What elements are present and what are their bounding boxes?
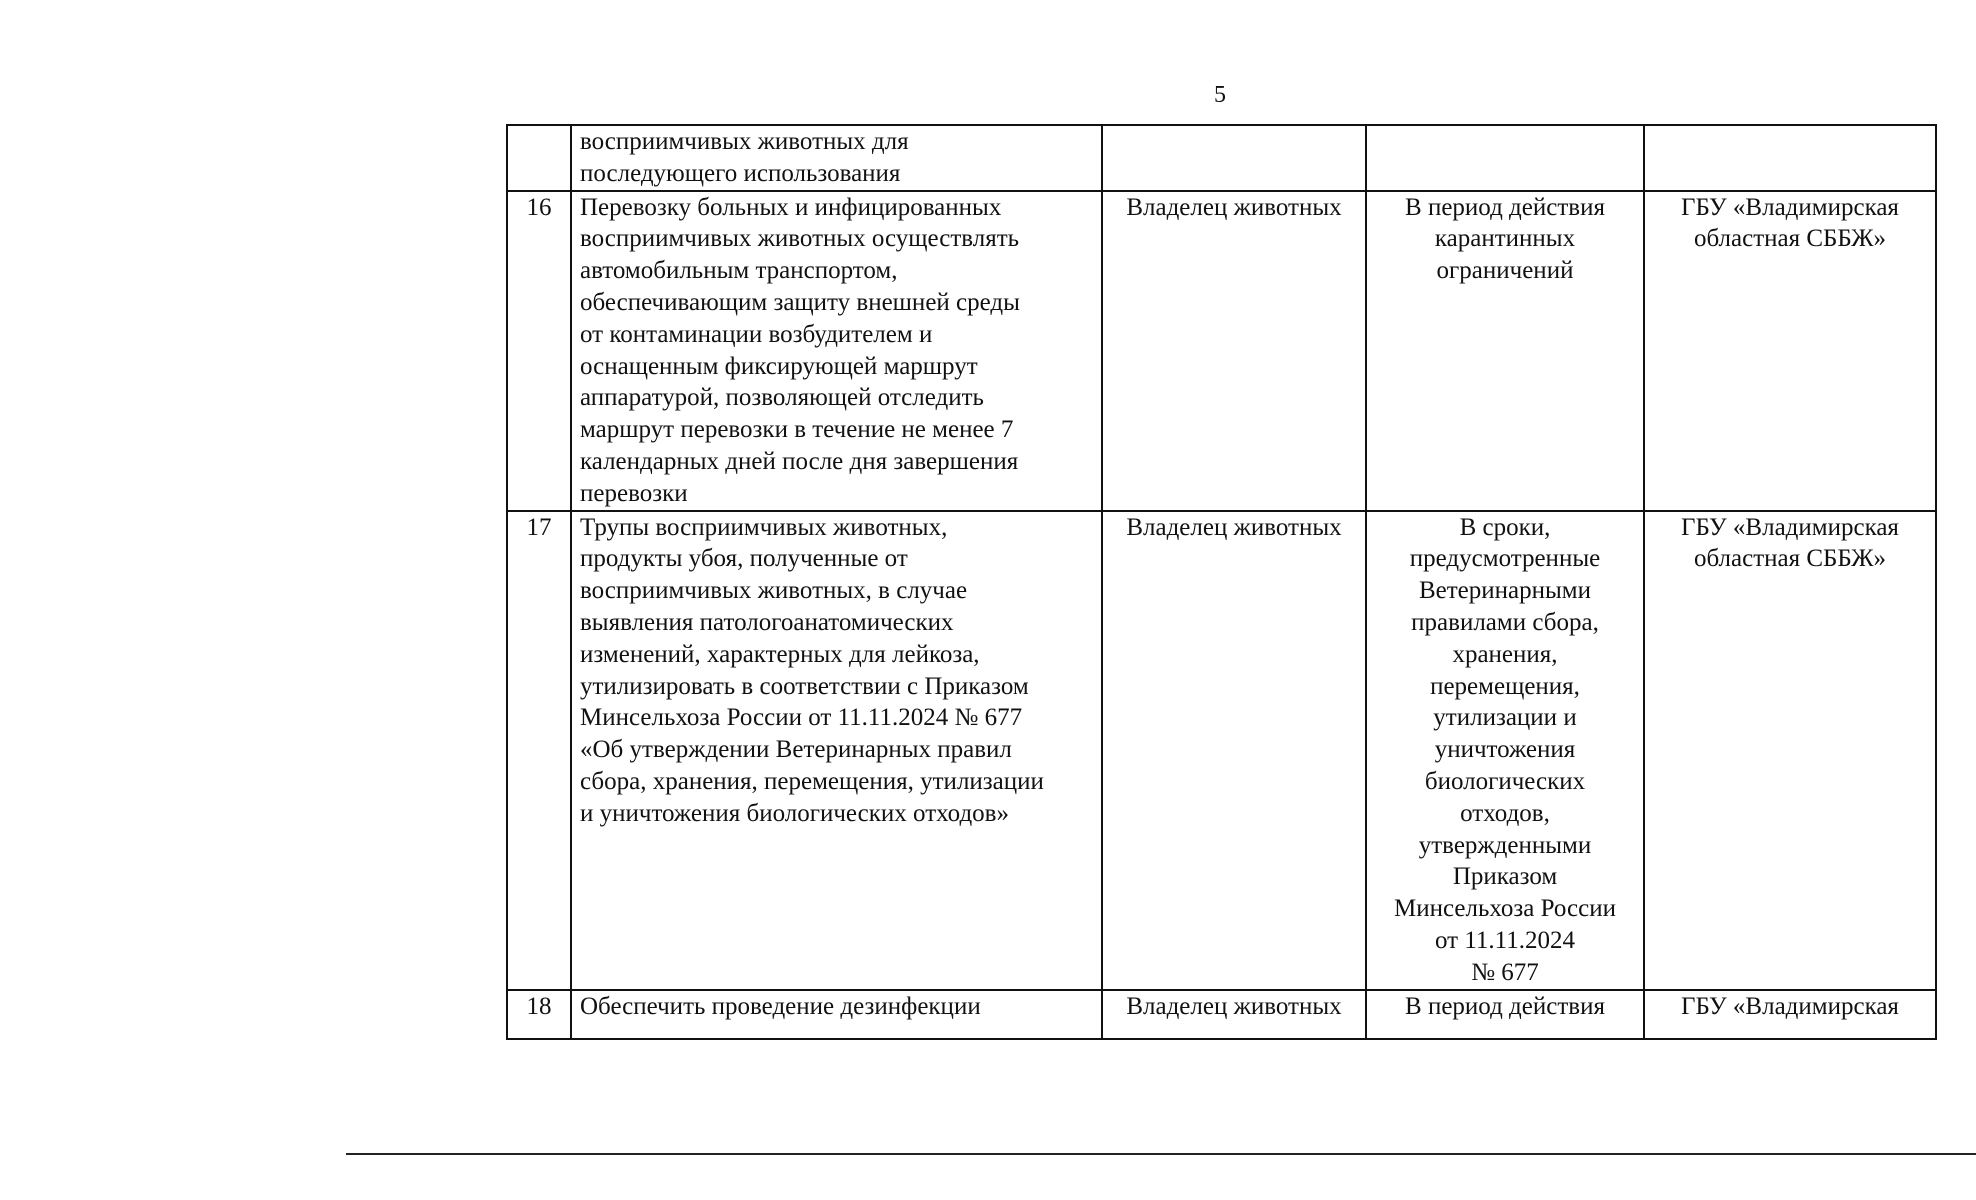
cell-text-line: № 677	[1471, 958, 1539, 986]
cell-text-line: ограничений	[1436, 257, 1574, 285]
cell-text-line: автомобильным транспортом,	[580, 257, 898, 285]
term-cell	[1366, 990, 1644, 1039]
cell-text-line: карантинных	[1434, 225, 1576, 253]
cell-text-line: областная СББЖ»	[1693, 225, 1887, 253]
executor-cell	[1102, 990, 1366, 1039]
cell-text-line: восприимчивых животных осуществлять	[580, 225, 1020, 253]
cell-text-line: восприимчивых животных для	[580, 128, 909, 155]
cell-text-line: правилами сбора,	[1411, 608, 1599, 636]
footer-divider	[346, 1153, 1976, 1155]
cell-text-line: и уничтожения биологических отходов»	[580, 799, 1009, 827]
term-cell	[1366, 511, 1644, 990]
cell-text-line: Минсельхоза России	[1394, 895, 1616, 923]
cell-text-line: последующего использования	[580, 159, 901, 187]
cell-text-line: В период действия	[1405, 992, 1605, 1020]
cell-text-line: продукты убоя, полученные от	[580, 545, 908, 573]
cell-text-line: утвержденными	[1418, 831, 1592, 859]
cell-text-line: В сроки,	[1459, 513, 1551, 541]
cell-text-line: Владелец животных	[1126, 992, 1342, 1020]
cell-text-line: Обеспечить проведение дезинфекции	[580, 992, 981, 1020]
cell-text-line: аппаратурой, позволяющей отследить	[580, 384, 984, 412]
row-number: 17	[507, 511, 571, 990]
measure-text	[571, 990, 1102, 1039]
cell-text-line: хранения,	[1452, 640, 1558, 668]
cell-text-line: восприимчивых животных, в случае	[580, 577, 968, 605]
cell-text-line: обеспечивающим защиту внешней среды	[580, 288, 1020, 316]
cell-text-line: Минсельхоза России от 11.11.2024 № 677	[580, 704, 1023, 732]
cell-text-line: Приказом	[1452, 863, 1558, 891]
cell-text-line: выявления патологоанатомических	[580, 608, 954, 636]
cell-text-line: «Об утверждении Ветеринарных правил	[580, 736, 1012, 764]
term-cell	[1366, 191, 1644, 511]
cell-text-line: от 11.11.2024	[1435, 926, 1575, 954]
cell-text-line: маршрут перевозки в течение не менее 7	[580, 416, 1014, 444]
cell-text-line: В период действия	[1405, 193, 1605, 221]
measure-text	[571, 511, 1102, 990]
cell-text-line: биологических	[1424, 767, 1586, 795]
cell-text-line: Перевозку больных и инфицированных	[580, 193, 1002, 221]
cell-text-line: изменений, характерных для лейкоза,	[580, 640, 980, 668]
executor-cell	[1102, 191, 1366, 511]
cell-text-line: сбора, хранения, перемещения, утилизации	[580, 767, 1044, 795]
table-row	[507, 191, 1936, 511]
term-cell	[1366, 125, 1644, 191]
cell-text-line: перемещения,	[1430, 672, 1580, 700]
cell-text-line: ГБУ «Владимирская	[1681, 992, 1899, 1020]
responsible-cell	[1644, 125, 1936, 191]
page-number: 5	[1214, 82, 1226, 108]
cell-text-line: Владелец животных	[1126, 513, 1342, 541]
cell-text-line: оснащенным фиксирующей маршрут	[580, 352, 978, 380]
cell-text-line: календарных дней после дня завершения	[580, 447, 1019, 475]
cell-text-line: Ветеринарными	[1418, 577, 1592, 605]
executor-cell	[1102, 511, 1366, 990]
responsible-cell	[1644, 191, 1936, 511]
cell-text-line: ГБУ «Владимирская	[1681, 193, 1899, 221]
cell-text-line: утилизировать в соответствии с Приказом	[580, 672, 1029, 700]
measure-text	[571, 125, 1102, 191]
measures-table	[506, 124, 1937, 1040]
row-number: 16	[507, 191, 571, 511]
cell-text-line: перевозки	[580, 479, 688, 507]
row-number: 18	[507, 990, 571, 1039]
cell-text-line: от контаминации возбудителем и	[580, 320, 933, 348]
cell-text-line: отходов,	[1460, 799, 1550, 827]
executor-cell	[1102, 125, 1366, 191]
cell-text-line: Владелец животных	[1126, 193, 1342, 221]
responsible-cell	[1644, 990, 1936, 1039]
cell-text-line: уничтожения	[1434, 736, 1576, 764]
cell-text-line: предусмотренные	[1409, 545, 1601, 573]
cell-text-line: Трупы восприимчивых животных,	[580, 513, 948, 541]
row-number	[507, 125, 571, 191]
cell-text-line: утилизации и	[1433, 704, 1577, 732]
table-row	[507, 125, 1936, 191]
responsible-cell	[1644, 511, 1936, 990]
table-row	[507, 511, 1936, 990]
table-row	[507, 990, 1936, 1039]
cell-text-line: областная СББЖ»	[1693, 545, 1887, 573]
measure-text	[571, 191, 1102, 511]
cell-text-line: ГБУ «Владимирская	[1681, 513, 1899, 541]
